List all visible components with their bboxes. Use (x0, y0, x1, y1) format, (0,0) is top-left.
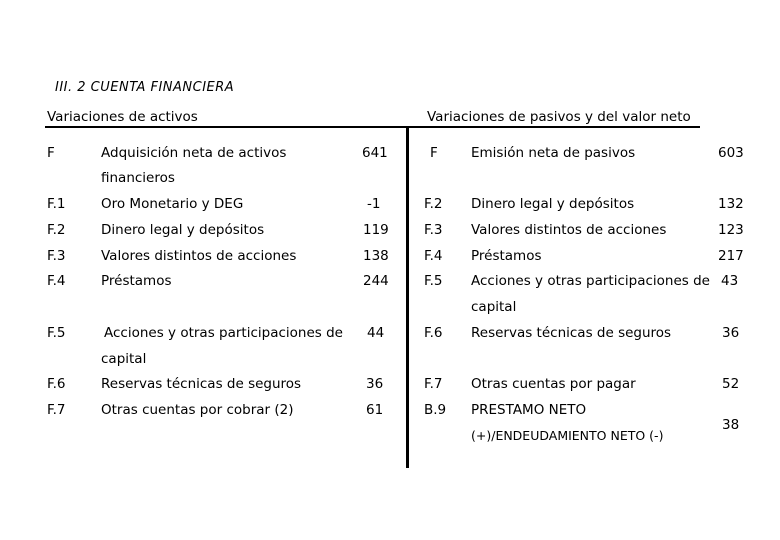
asset-label: Reservas técnicas de seguros (101, 376, 302, 392)
header-assets: Variaciones de activos (47, 109, 198, 125)
liability-code: B.9 (424, 402, 447, 418)
liability-label: Dinero legal y depósitos (471, 196, 635, 212)
header-liabilities: Variaciones de pasivos y del valor neto (427, 109, 691, 125)
asset-code: F.4 (47, 273, 66, 289)
liability-label-cont: (+)/ENDEUDAMIENTO NETO (-) (471, 428, 664, 443)
asset-value: 119 (363, 222, 389, 238)
asset-value: 138 (363, 248, 389, 264)
asset-label: Oro Monetario y DEG (101, 196, 244, 212)
asset-label: Valores distintos de acciones (101, 248, 297, 264)
asset-label-cont: financieros (101, 170, 175, 186)
liability-value: 43 (721, 273, 739, 289)
liability-value: 603 (718, 145, 744, 161)
liability-value: 36 (722, 325, 740, 341)
liability-label: Emisión neta de pasivos (471, 145, 636, 161)
liability-code: F.7 (424, 376, 443, 392)
liability-label: Otras cuentas por pagar (471, 376, 636, 392)
liability-label: Préstamos (471, 248, 542, 264)
asset-label: Adquisición neta de activos (101, 145, 287, 161)
asset-label: Dinero legal y depósitos (101, 222, 265, 238)
liability-value: 217 (718, 248, 744, 264)
liability-label: PRESTAMO NETO (471, 402, 587, 418)
asset-value: 36 (366, 376, 384, 392)
asset-code: F.5 (47, 325, 66, 341)
liability-code: F (430, 145, 438, 161)
asset-code: F.6 (47, 376, 66, 392)
liability-code: F.3 (424, 222, 443, 238)
liability-value: 123 (718, 222, 744, 238)
asset-label: Otras cuentas por cobrar (2) (101, 402, 294, 418)
liability-code: F.6 (424, 325, 443, 341)
asset-label: Préstamos (101, 273, 172, 289)
asset-value: 61 (366, 402, 384, 418)
liability-code: F.4 (424, 248, 443, 264)
header-rule (45, 126, 700, 128)
asset-value: 44 (367, 325, 385, 341)
asset-code: F.1 (47, 196, 66, 212)
asset-code: F.2 (47, 222, 66, 238)
liability-label: Valores distintos de acciones (471, 222, 667, 238)
asset-code: F (47, 145, 55, 161)
liability-label: Reservas técnicas de seguros (471, 325, 672, 341)
column-divider (406, 127, 409, 468)
liability-label: Acciones y otras participaciones de (471, 273, 710, 289)
liability-code: F.2 (424, 196, 443, 212)
asset-code: F.7 (47, 402, 66, 418)
asset-value: -1 (367, 196, 381, 212)
asset-label: Acciones y otras participaciones de (104, 325, 343, 341)
liability-value: 52 (722, 376, 740, 392)
asset-code: F.3 (47, 248, 66, 264)
liability-value: 38 (722, 417, 740, 433)
section-title: III. 2 CUENTA FINANCIERA (55, 80, 235, 95)
liability-label-cont: capital (471, 299, 517, 315)
liability-code: F.5 (424, 273, 443, 289)
asset-label-cont: capital (101, 351, 147, 367)
asset-value: 641 (362, 145, 388, 161)
asset-value: 244 (363, 273, 389, 289)
liability-value: 132 (718, 196, 744, 212)
